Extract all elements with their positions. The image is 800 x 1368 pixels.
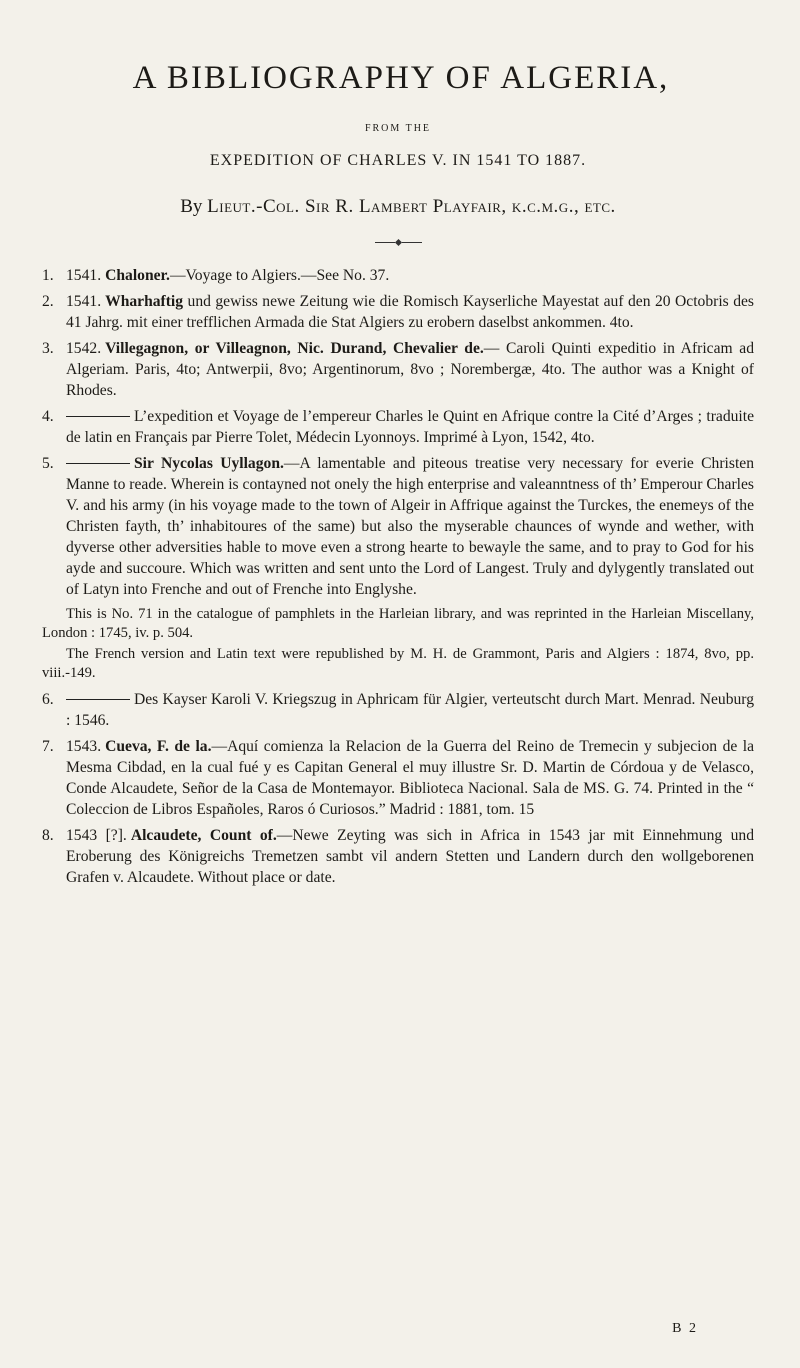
signature-mark: B 2 [672,1321,698,1336]
entry-author: Wharhaftig [105,293,184,310]
entry-number: 7. [42,738,54,755]
entry-year: 1542. [66,340,102,357]
bibliography-entry [42,291,754,333]
entry-number: 5. [42,455,54,472]
entry-author: Villegagnon, or Villeagnon, Nic. Durand, Chevalier de. [105,340,484,357]
entry-number: 8. [42,827,54,844]
entry-note: This is No. 71 in the catalogue of pamphlets in the Harleian library, and was reprinted in the Harleian Miscellany, London : 1745, iv. p. 504. [42,606,754,641]
ditto-dash [66,699,130,700]
entry-number: 4. [42,408,54,425]
bibliography-entry [42,338,754,401]
bibliography-entry [42,825,754,888]
entry-text: — Caroli Quinti expeditio in Africam ad Algeriam. Paris, 4to; Antwerpii, 8vo; Argentinorum, 8vo ; Norembergæ, 4to. The author was a Knight of Rhodes. [66,340,754,399]
entry-text: —Aquí comienza la Relacion de la Guerra del Reino de Tremecin y subjecion de la Mesma Cibdad, en la cual fué y es Capitan General el muy illustre Sr. D. Martin de Córdoua y de Velasco, Conde Alcaudete, Señor de la Casa de Montemayor. Biblioteca Nacional. Sala de MS. G. 74. Printed in the “ Coleccion de Libros Españoles, Raros ó Curiosos.” Madrid : 1881, tom. 15 [66,738,755,818]
bibliography-entry [42,689,754,731]
entry-text: und gewiss newe Zeitung wie die Romisch Kayserliche Mayestat auf den 20 Octobris des 41 Jahrg. mit einer trefflichen Armada die Stat Algiers zu erobern daselbst ankommen. 4to. [66,293,754,331]
entry-text: —Newe Zeyting was sich in Africa in 1543 jar mit Einnehmung und Eroberung des Königreichs Tremetzen sambt vil andern Stetten und Landern durch den wollgeborenen Grafen v. Alcaudete. Without place or date. [66,827,755,886]
subtitle-expedition: EXPEDITION OF CHARLES V. IN 1541 TO 1887. [209,152,587,169]
bibliography-entry [42,265,754,286]
entry-number: 6. [42,691,54,708]
bibliography-entry [42,736,754,820]
entry-author: Alcaudete, Count of. [130,827,277,844]
entry-author: Sir Nycolas Uyllagon. [134,455,284,472]
ornament-divider [42,240,754,245]
entry-author: Chaloner. [105,267,170,284]
entry-note: The French version and Latin text were republished by M. H. de Grammont, Paris and Algiers : 1874, 8vo, pp. viii.-149. [42,646,754,681]
entry-year: 1543 [?]. [66,827,127,844]
ditto-dash [66,416,130,417]
ditto-dash [66,463,130,464]
entry-text: —Voyage to Algiers.—See No. 37. [169,267,390,284]
entry-text: L’expedition et Voyage de l’empereur Charles le Quint en Afrique contre la Cité d’Arges ; traduite de latin en Français par Pierre Tolet, Médecin Lyonnoys. Imprimé à Lyon, 1542, 4to. [66,408,754,446]
entry-text: —A lamentable and piteous treatise very necessary for everie Christen Manne to reade. Wherein is contayned not onely the high enterprise and valeanntness of th’ Emperour Charles V. and his army (in his voyage made to the town of Algeir in Affrique against the Turckes, the enemeys of the Christen fayth, th’ inhabitoures of the same) but also the myserable chaunces of wynde and wether, with dyverse other adversities hable to move even a strong hearte to bewayle the same, and to pray to God for his ayde and succoure. Which was written and sent unto the Lord of Langest. Truly and dylygently translated out of Latyn into Frenche and out of Frenche into Englyshe. [66,455,754,598]
page-title: A BIBLIOGRAPHY OF ALGERIA, [132,60,670,96]
entry-year: 1541. [66,267,102,284]
entry-text: Des Kayser Karoli V. Kriegszug in Aphricam für Algier, verteutscht durch Mart. Menrad. Neuburg : 1546. [66,691,754,729]
subtitle-from: FROM THE [364,123,432,134]
entry-number: 2. [42,293,54,310]
author-name: Lieut.-Col. Sir R. Lambert Playfair, k.c.m.g., etc. [207,196,616,217]
entry-author: Cueva, F. de la. [105,738,212,755]
author-line [42,196,754,218]
bibliography-list [42,265,754,888]
entry-year: 1543. [66,738,102,755]
author-prefix: By [180,196,203,217]
entry-number: 3. [42,340,54,357]
entry-number: 1. [42,267,54,284]
bibliography-entry [42,453,754,600]
entry-year: 1541. [66,293,102,310]
bibliography-entry [42,406,754,448]
